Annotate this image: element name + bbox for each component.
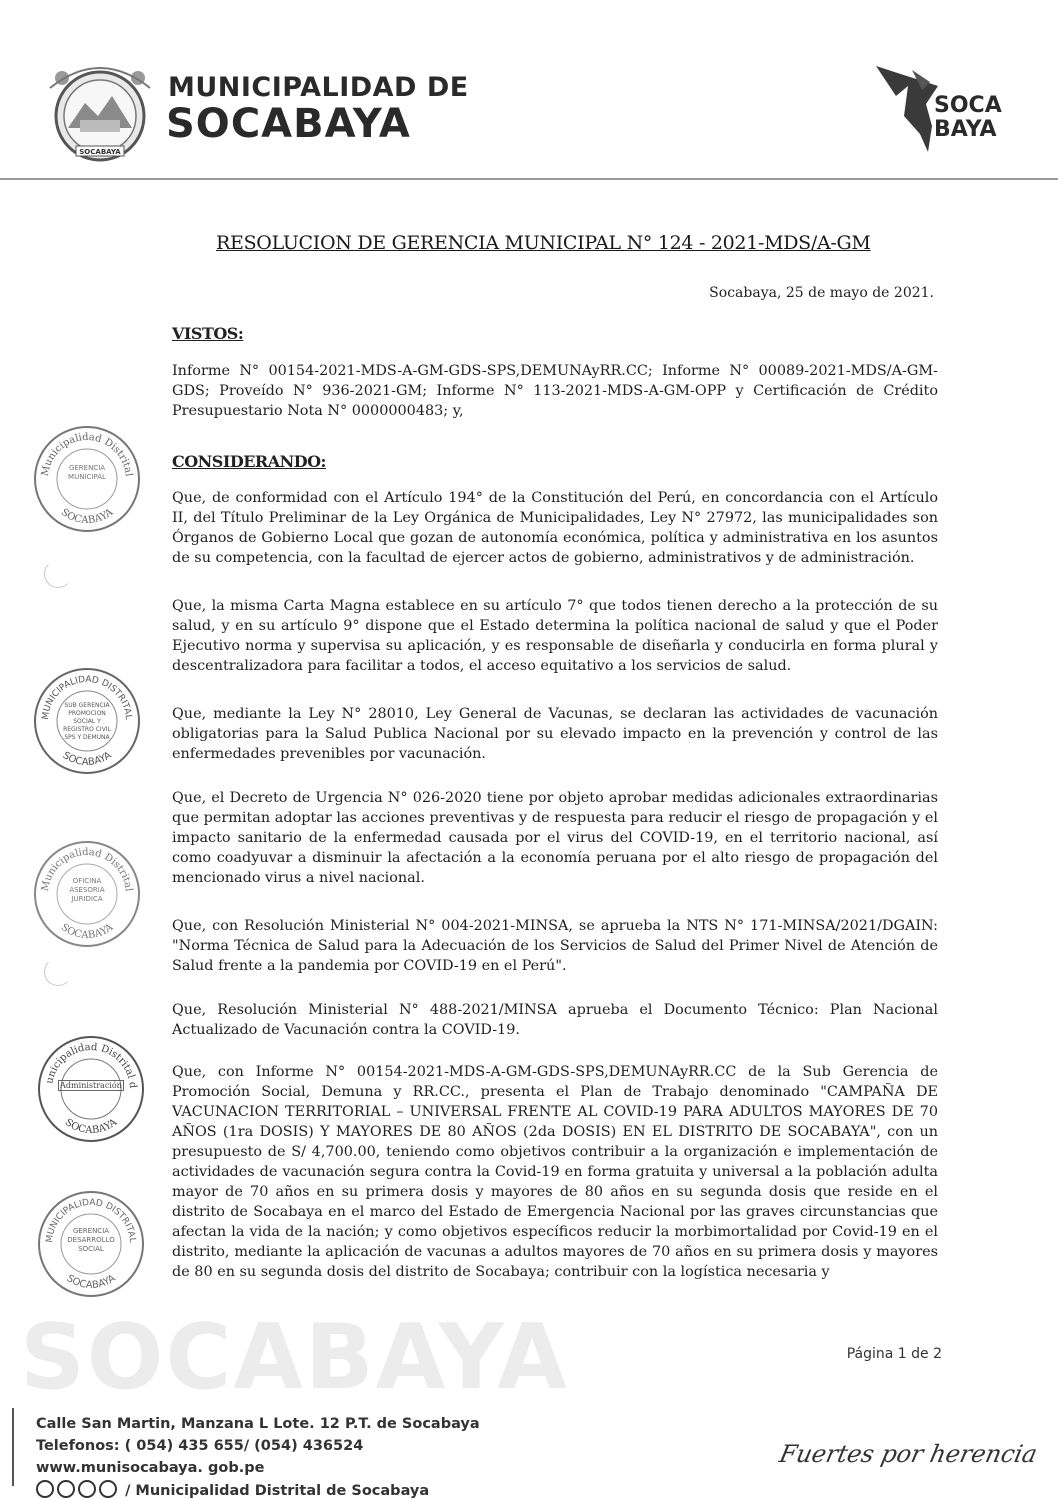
punch-hole-mark	[44, 560, 72, 588]
official-stamp	[28, 662, 146, 780]
stamp-ring-top: Municipalidad Distrital	[39, 431, 134, 478]
document-title: RESOLUCION DE GERENCIA MUNICIPAL N° 124 - 2021-MDS/A-GM	[216, 232, 871, 254]
brand-logo-top: SOCA	[934, 93, 1002, 118]
stamp-ring-top: Municipalidad Distrital	[39, 846, 134, 893]
watermark: SOCABAYA	[20, 1305, 569, 1410]
stamp-ring-top: unicipalidad Distrital d	[44, 1041, 139, 1089]
vistos-text: Informe N° 00154-2021-MDS-A-GM-GDS-SPS,DEMUNAyRR.CC; Informe N° 00089-2021-MDS/A-GM-GDS; Proveído N° 936-2021-GM; Informe N° 113-2021-MDS-A-GM-OPP y Certificación de Crédito Presupuestario Nota N° 0000000483; y,	[172, 363, 938, 419]
stamp-center: GERENCIA MUNICIPAL	[68, 464, 106, 481]
footer-social-label: / Municipalidad Distrital de Socabaya	[125, 1483, 430, 1499]
vistos-heading: VISTOS:	[172, 324, 244, 343]
considerando-paragraph: Que, con Informe N° 00154-2021-MDS-A-GM-GDS-SPS,DEMUNAyRR.CC de la Sub Gerencia de Promoción Social, Demuna y RR.CC., presenta el Plan de Trabajo denominado "CAMPAÑA DE VACUNACION TERRITORIAL – UNIVERSAL FRENTE AL COVID-19 PARA ADULTOS MAYORES DE 70 AÑOS (1ra DOSIS) Y MAYORES DE 80 AÑOS (2da DOSIS) EN EL DISTRITO DE SOCABAYA", con un presupuesto de S/ 4,700.00, teniendo como objetivos contribuir a la organización e implementación de actividades de vacunación segura contra la Covid-19 en forma gratuita y universal a la población adulta mayor de 70 años en su primera dosis y mayores de 80 años en su segunda dosis que reside en el distrito de Socabaya en el marco del Estado de Emergencia Nacional por las graves circunstancias que afectan la vida de la nación; y como objetivos específicos reducir la morbimortalidad por Covid-19 en el distrito, mediante la aplicación de vacunas a adultos mayores de 70 años en su primera dosis y mayores de 80 en su segunda dosis del distrito de Socabaya; contribuir con la logística necesaria y	[172, 1064, 938, 1280]
stamp-ring-bottom: SOCABAYA	[58, 921, 116, 942]
footer-phones: Telefonos: ( 054) 435 655/ (054) 436524	[36, 1438, 364, 1454]
official-stamp	[32, 1185, 150, 1303]
considerando-paragraph: Que, mediante la Ley N° 28010, Ley General de Vacunas, se declaran las actividades de vacunación obligatorias para la Salud Publica Nacional por su elevado impacto en la prevención y control de las enfermedades prevenibles por vacunación.	[172, 706, 938, 762]
stamp-center: SUB GERENCIA PROMOCION SOCIAL Y REGISTRO CIVIL SPS Y DEMUNA	[63, 702, 111, 740]
facebook-icon	[36, 1480, 54, 1498]
page-number: Página 1 de 2	[846, 1346, 942, 1362]
considerando-heading: CONSIDERANDO:	[172, 452, 326, 471]
footer-address: Calle San Martin, Manzana L Lote. 12 P.T. de Socabaya	[36, 1416, 480, 1432]
socabaya-brand-logo	[868, 56, 1008, 156]
considerando-paragraph: Que, Resolución Ministerial N° 488-2021/MINSA aprueba el Documento Técnico: Plan Nacional Actualizado de Vacunación contra la COVID-19.	[172, 1002, 938, 1038]
svg-text:SOCABAYA	[65, 1273, 118, 1291]
svg-text:SOCABAYA	[61, 750, 114, 768]
stamp-ring-top: MUNICIPALIDAD DISTRITAL	[40, 674, 134, 721]
footer-social-row	[36, 1480, 429, 1499]
org-label: MUNICIPALIDAD DE	[168, 72, 469, 103]
slogan: Fuertes por herencia	[777, 1440, 1040, 1468]
header-divider	[0, 178, 1058, 180]
stamp-ring-bottom: SOCABAYA	[64, 1272, 118, 1292]
stamp-center: Administración	[58, 1080, 124, 1091]
brand-logo-bottom: BAYA	[934, 117, 997, 142]
stamp-ring-bottom: SOCABAYA	[62, 1116, 120, 1137]
stamp-center: GERENCIA DESARROLLO SOCIAL	[67, 1227, 115, 1253]
considerando-paragraph: Que, con Resolución Ministerial N° 004-2021-MINSA, se aprueba la NTS N° 171-MINSA/2021/DGAIN: "Norma Técnica de Salud para la Adecuación de los Servicios de Salud del Primer Nivel de Atención de Salud frente a la pandemia por COVID-19 en el Perú".	[172, 918, 938, 974]
twitter-icon	[99, 1480, 117, 1498]
punch-hole-mark	[44, 958, 72, 986]
stamp-ring-top: MUNICIPALIDAD DISTRITAL	[44, 1197, 138, 1244]
youtube-icon	[78, 1480, 96, 1498]
stamp-ring-bottom: SOCABAYA	[60, 749, 114, 769]
municipal-crest-logo	[40, 58, 160, 168]
considerando-paragraph: Que, de conformidad con el Artículo 194° de la Constitución del Perú, en concordancia con el Artículo II, del Título Preliminar de la Ley Orgánica de Municipalidades, Ley N° 27972, las municipalidades son Órganos de Gobierno Local que gozan de autonomía económica, política y administrativa en los asuntos de su competencia, con la facultad de ejercer actos de gobierno, administrativos y de administración.	[172, 490, 938, 566]
official-stamp	[28, 835, 146, 953]
stamp-ring-bottom: SOCABAYA	[58, 506, 116, 527]
footer-website: www.munisocabaya. gob.pe	[36, 1460, 265, 1476]
instagram-icon	[57, 1480, 75, 1498]
letterhead	[0, 0, 1058, 185]
document-date: Socabaya, 25 de mayo de 2021.	[709, 285, 934, 301]
official-stamp	[32, 1030, 150, 1148]
stamp-center: OFICINA ASESORIA JURIDICA	[69, 877, 105, 903]
crest-label: SOCABAYA	[79, 148, 121, 156]
footer	[0, 1400, 1058, 1499]
considerando-paragraph: Que, el Decreto de Urgencia N° 026-2020 tiene por objeto aprobar medidas adicionales extraordinarias que permitan adoptar las acciones preventivas y de respuesta para reducir el riesgo de propagación y el impacto sanitario de la enfermedad causada por el virus del COVID-19, en el territorio nacional, así como coadyuvar a disminuir la afectación a la economía peruana por el alto riesgo de propagación del mencionado virus a nivel nacional.	[172, 790, 938, 886]
org-name: SOCABAYA	[166, 101, 411, 147]
official-stamp	[28, 420, 146, 538]
footer-bracket	[12, 1408, 22, 1486]
considerando-paragraph: Que, la misma Carta Magna establece en su artículo 7° que todos tienen derecho a la protección de su salud, y en su artículo 9° dispone que el Estado determina la política nacional de salud y que el Poder Ejecutivo norma y supervisa su aplicación, y es responsable de diseñarla y conducirla en forma plural y descentralizadora para facilitar a todos, el acceso equitativo a los servicios de salud.	[172, 598, 938, 674]
